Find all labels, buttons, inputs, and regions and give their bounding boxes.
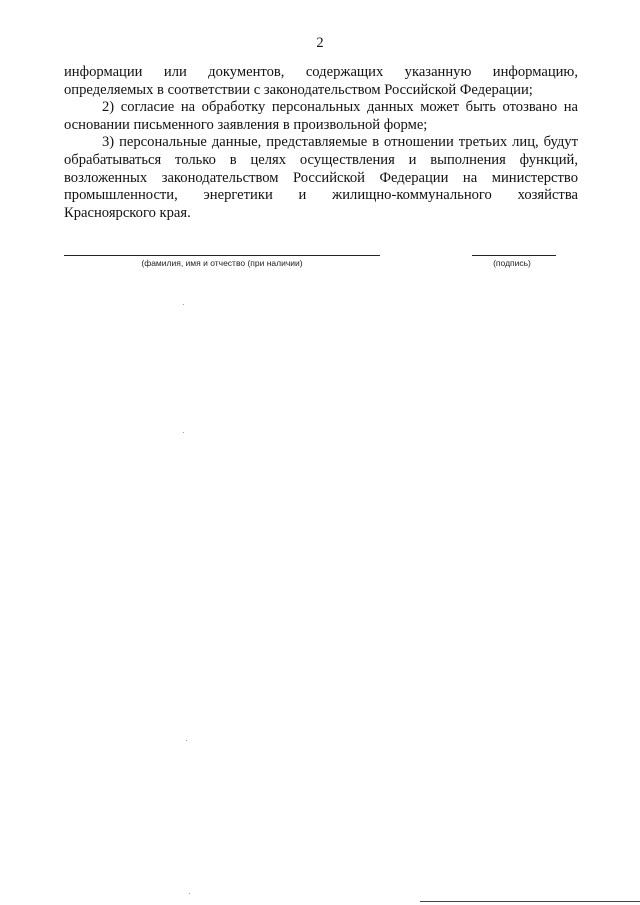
scan-speck [183,432,184,433]
page-number: 2 [316,35,324,51]
paragraph-third-parties: 3) персональные данные, представляемые в отношении третьих лиц, будут обрабатываться только в целях осуществления и выполнения функций, возложенных законодательством Российской Федерации на министерство промышленности, энергетики и жилищно-коммунального хозяйства Красноярского края. [64,134,578,221]
fio-signature-line [64,255,380,256]
paragraph-consent-info: информации или документов, содержащих указанную информацию, определяемых в соответствии с законодательством Российской Федерации; [64,64,578,98]
scan-speck [186,740,187,741]
paragraph-withdrawal: 2) согласие на обработку персональных данных может быть отозвано на основании письменного заявления в произвольной форме; [64,99,578,133]
document-body [64,64,578,222]
fio-caption: (фамилия, имя и отчество (при наличии) [141,258,303,268]
scan-speck [183,304,184,305]
podpis-caption: (подпись) [493,258,531,268]
scan-speck [189,893,190,894]
podpis-signature-line [472,255,556,256]
bottom-edge-rule [420,901,640,902]
